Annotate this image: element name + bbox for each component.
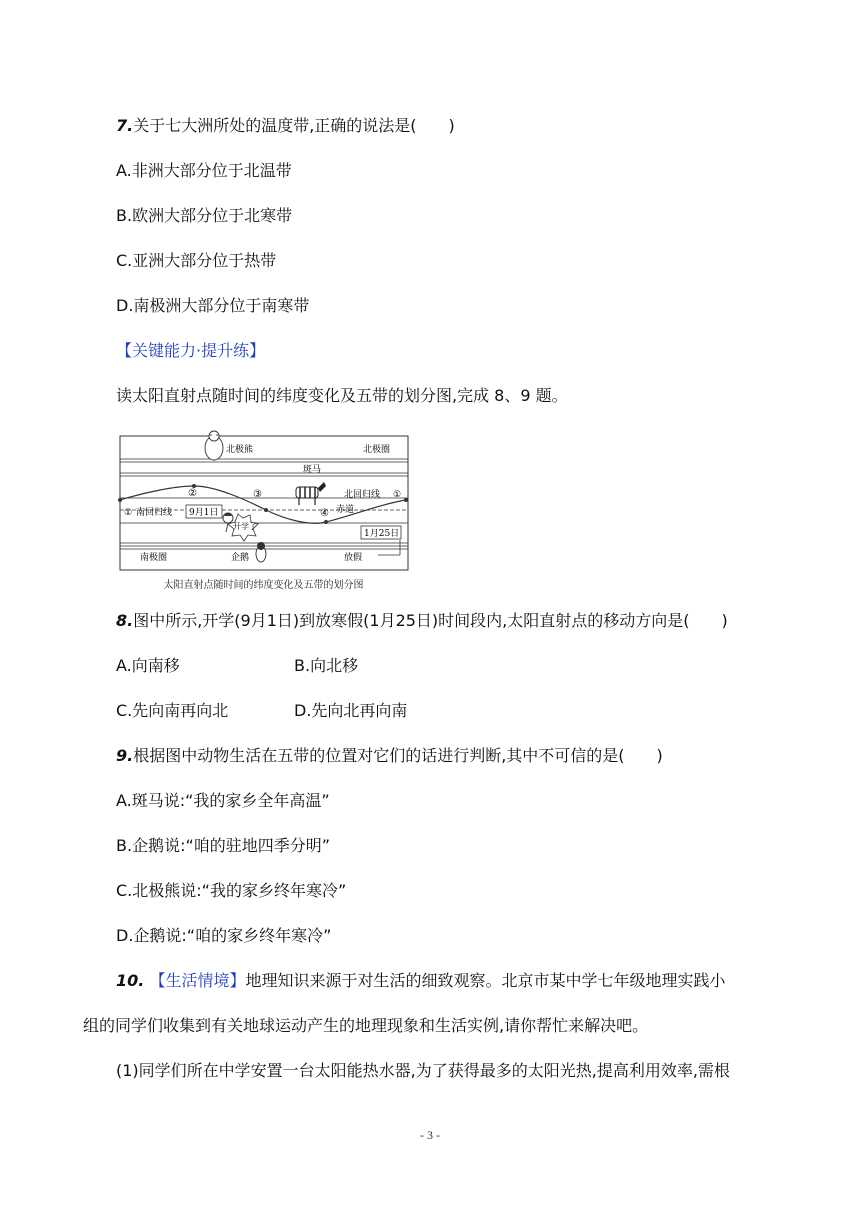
- label-penguin: 企鹅: [231, 553, 250, 563]
- section-title: 【关键能力·提升练】: [116, 341, 266, 360]
- marker-4: ④: [320, 508, 329, 519]
- q7-number: 7.: [116, 116, 134, 135]
- figure-caption: 太阳直射点随时间的纬度变化及五带的划分图: [163, 580, 364, 591]
- q7-option-b: B.欧洲大部分位于北寒带: [116, 206, 293, 225]
- q7-stem: [116, 115, 455, 137]
- q10-line1: [116, 970, 725, 992]
- label-sep1: 9月1日: [189, 508, 219, 518]
- q8-option-d: D.先向北再向南: [294, 701, 408, 720]
- q10-line2: 组的同学们收集到有关地球运动产生的地理现象和生活实例,请你帮忙来解决吧。: [83, 1016, 649, 1035]
- label-jan25: 1月25日: [364, 529, 400, 539]
- q7-option-a: A.非洲大部分位于北温带: [116, 161, 292, 180]
- q8-stem: [116, 610, 728, 632]
- marker-2: ②: [188, 488, 197, 499]
- q8-options-row1: [116, 655, 359, 677]
- child-icon: [223, 513, 233, 532]
- point-1-right: [404, 498, 408, 502]
- q9-option-b: B.企鹅说:“咱的驻地四季分明”: [116, 836, 331, 855]
- q9-text: 根据图中动物生活在五带的位置对它们的话进行判断,其中不可信的是( ): [133, 746, 663, 765]
- q7-text: 关于七大洲所处的温度带,正确的说法是( ): [133, 116, 455, 135]
- label-antarctic-circle: 南极圈: [140, 553, 168, 563]
- q9-number: 9.: [116, 746, 134, 765]
- marker-1-left: ①: [124, 508, 133, 518]
- label-tropic-cancer: 北回归线: [344, 490, 381, 500]
- label-arctic-circle: 北极圈: [363, 445, 391, 455]
- q10-tag: 【生活情境】: [149, 971, 246, 990]
- sun-direct-point-figure: [116, 430, 411, 595]
- five-zones-diagram: [116, 430, 411, 575]
- label-polar-bear: 北极熊: [226, 445, 254, 455]
- point-1-left: [118, 498, 122, 502]
- q9-option-a: A.斑马说:“我的家乡全年高温”: [116, 791, 330, 810]
- q9-option-d: D.企鹅说:“咱的家乡终年寒冷”: [116, 926, 332, 945]
- q8-option-c: C.先向南再向北: [116, 701, 229, 720]
- q8-option-b: B.向北移: [294, 656, 359, 675]
- q10-text1: 地理知识来源于对生活的细致观察。北京市某中学七年级地理实践小: [245, 971, 726, 990]
- q9-option-c: C.北极熊说:“我的家乡终年寒冷”: [116, 881, 347, 900]
- point-4: [324, 520, 328, 524]
- q8-options-row2: [116, 700, 408, 722]
- q8-option-a: A.向南移: [116, 656, 180, 675]
- q9-stem: [116, 745, 663, 767]
- label-zebra: 斑马: [303, 465, 322, 475]
- label-vacation: 放假: [344, 553, 363, 563]
- marker-3: ③: [253, 489, 262, 500]
- point-3: [264, 508, 268, 512]
- page-number: - 3 -: [420, 1128, 440, 1142]
- label-equator: 赤道: [336, 505, 355, 515]
- label-tropic-capricorn: 南回归线: [136, 508, 173, 518]
- marker-1-right: ①: [393, 490, 402, 500]
- q8-number: 8.: [116, 611, 134, 630]
- label-school-start: 开学了: [233, 522, 257, 531]
- q7-option-c: C.亚洲大部分位于热带: [116, 251, 277, 270]
- penguin-icon: [256, 542, 266, 562]
- figure-intro: 读太阳直射点随时间的纬度变化及五带的划分图,完成 8、9 题。: [116, 386, 568, 405]
- q10-number: 10.: [116, 971, 145, 990]
- q10-sub1: (1)同学们所在中学安置一台太阳能热水器,为了获得最多的太阳光热,提高利用效率,需根: [116, 1061, 730, 1080]
- zebra-icon: [296, 482, 326, 505]
- polar-bear-icon: [205, 431, 223, 460]
- q8-text: 图中所示,开学(9月1日)到放寒假(1月25日)时间段内,太阳直射点的移动方向是( ): [133, 611, 728, 630]
- q7-option-d: D.南极洲大部分位于南寒带: [116, 296, 310, 315]
